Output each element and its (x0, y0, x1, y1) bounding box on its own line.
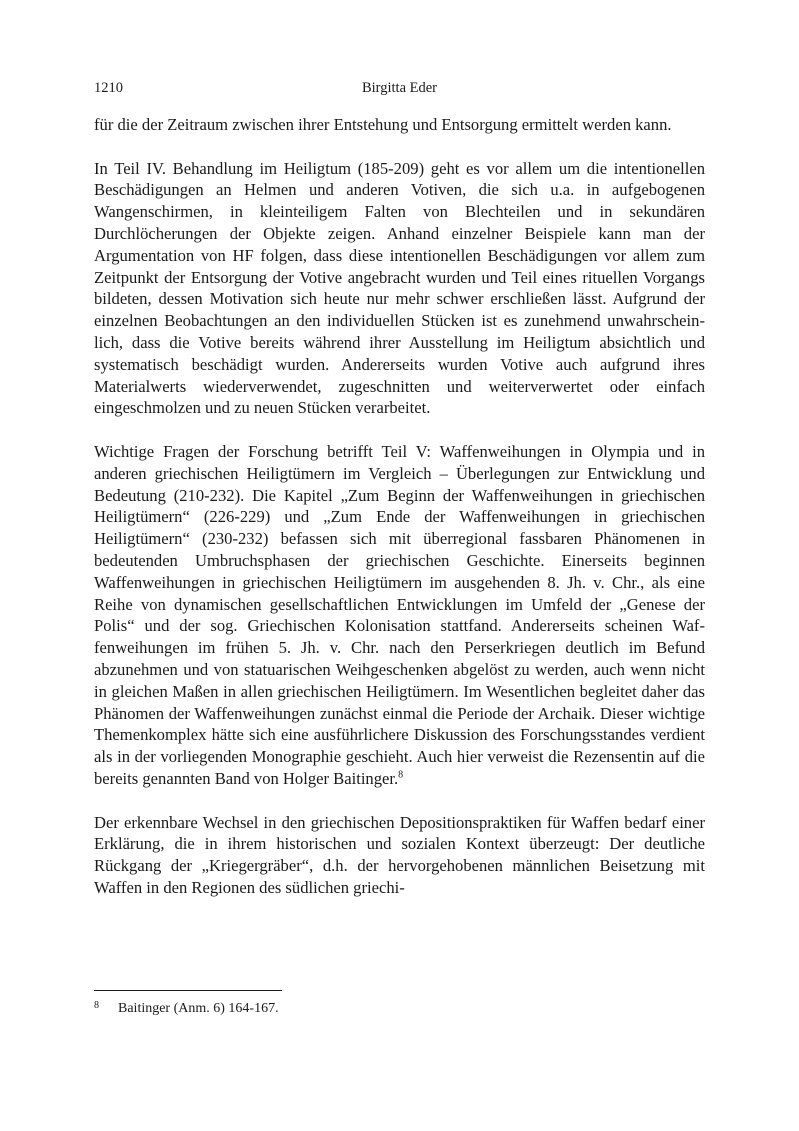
footnote-number: 8 (94, 1000, 99, 1011)
footnote-divider (94, 990, 282, 991)
paragraph-3-text: Wichtige Fragen der Forschung betrifft Teil V: Waffenweihungen in Olympia und in anderen griechischen Heiligtümern im Vergleich – Überlegungen zur Entwicklung und Bedeutung (210-232). Die Kapitel „Zum Beginn der Waffenweihungen in griechischen Heiligtümern“ (226-229) und „Zum Ende der Waffenweihungen in griechischen Heiligtümern“ (230-232) befassen sich mit überregional fassbaren Phänomenen in bedeutenden Umbruchsphasen der griechischen Geschichte. Einerseits beginnen Waffenweihungen in griechischen Heiligtümern im ausgehenden 8. Jh. v. Chr., als eine Reihe von dynamischen gesellschaftlichen Entwicklungen im Umfeld der „Genese der Polis“ und der sog. Griechischen Kolonisation stattfand. Andererseits scheinen Waffenweihungen im frühen 5. Jh. v. Chr. nach den Perserkriegen deutlich im Befund abzunehmen und von statuarischen Weihgeschenken abgelöst zu werden, auch wenn nicht in gleichen Maßen in allen griechischen Heiligtümern. Im Wesentlichen begleitet daher das Phänomen der Waffenweihungen zunächst einmal die Periode der Archaik. Dieser wichtige Themenkomplex hätte sich eine ausführlichere Diskussion des Forschungsstandes verdient als in der vorliegenden Monographie geschieht. Auch hier verweist die Rezensentin auf die bereits genannten Band von Holger Baitinger. (94, 441, 705, 788)
paragraph-2: In Teil IV. Behandlung im Heiligtum (185-209) geht es vor allem um die intentionellen Beschädigungen an Helmen und anderen Votiven, die sich u.a. in aufgebogenen Wangenschirmen, in kleinteiligem Falten von Blechteilen und in sekundären Durchlöcherungen der Objekte zeigen. Anhand einzelner Beispiele kann man der Argumentation von HF folgen, dass diese intentionellen Beschädigungen vor allem zum Zeitpunkt der Entsorgung der Votive angebracht wurden und Teil eines rituellen Vorgangs bildeten, dessen Motivation sich heute nur mehr schwer erschließen lässt. Aufgrund der einzelnen Beobachtungen an den individuellen Stücken ist es zunehmend unwahrscheinlich, dass die Votive bereits während ihrer Ausstellung im Heiligtum absichtlich und systematisch beschädigt wurden. Andererseits wurden Votive auch aufgrund ihres Materialwerts wiederverwendet, zugeschnitten und weiterverwertet oder einfach eingeschmolzen und zu neuen Stücken verarbeitet. (94, 158, 705, 418)
footnote-text: Baitinger (Anm. 6) 164-167. (118, 1001, 279, 1016)
running-title: Birgitta Eder (361, 80, 438, 96)
page-number: 1210 (94, 80, 123, 96)
document-page (94, 0, 705, 1131)
body-text (94, 114, 705, 920)
running-head (94, 80, 705, 100)
paragraph-1: für die der Zeitraum zwischen ihrer Entstehung und Entsorgung ermittelt werden kann. (94, 115, 672, 134)
footnote-reference[interactable]: 8 (398, 769, 404, 781)
paragraph-4: Der erkennbare Wechsel in den griechischen Depositionspraktiken für Waffen bedarf einer Erklärung, die in ihrem historischen und sozialen Kontext überzeugt: Der deutliche Rückgang der „Kriegergräber“, d.h. der hervorgehobenen männlichen Beisetzung mit Waffen in den Regionen des südlichen griechi- (94, 812, 705, 897)
paragraph-3 (94, 441, 705, 790)
